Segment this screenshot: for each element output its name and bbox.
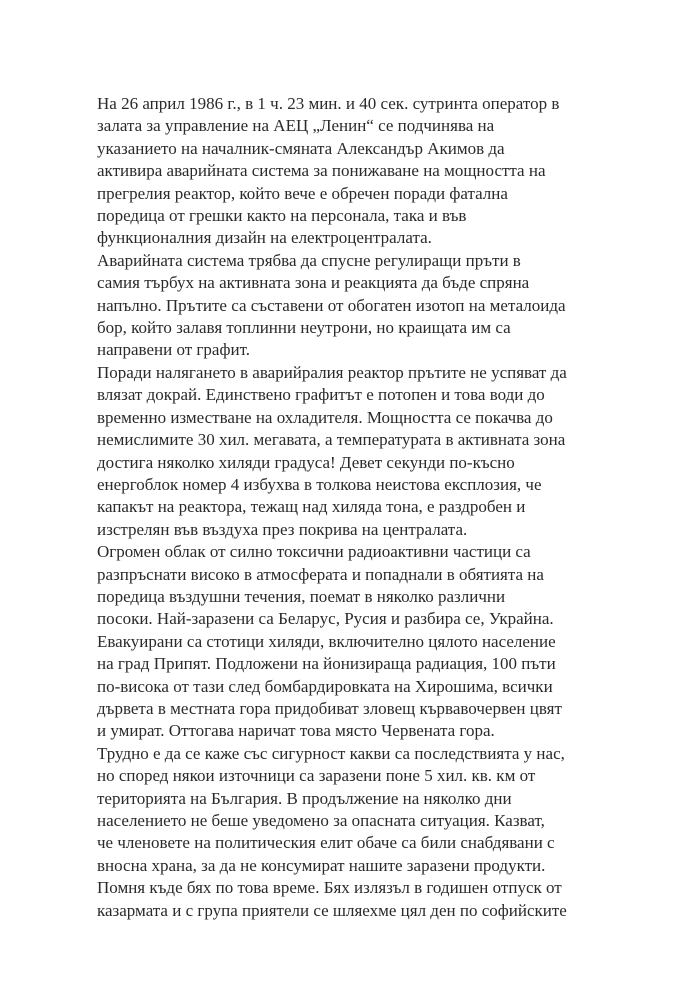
- body-text: [97, 93, 609, 922]
- text-line: населението не беше уведомено за опасната ситуация. Казват,: [97, 811, 545, 830]
- text-line: указанието на началник-смяната Александър Акимов да: [97, 138, 505, 158]
- text-line: самия търбух на активната зона и реакцията да бъде спряна: [97, 273, 530, 293]
- text-line: бор, който залавя топлинни неутрони, но краищата им са: [97, 318, 511, 338]
- text-line: Евакуирани са стотици хиляди, включително цялото население: [97, 631, 556, 651]
- text-line: немислимите 30 хил. мегавата, а температурата в активната зона: [97, 430, 566, 450]
- text-line: поредица от грешки както на персонала, така и във: [97, 206, 467, 226]
- text-line: Поради налягането в аварийралия реактор прътите не успяват да: [97, 362, 567, 382]
- text-line: на град Припят. Подложени на йонизираща радиация, 100 пъти: [97, 654, 556, 674]
- text-line: изстрелян във въздуха през покрива на централата.: [97, 519, 468, 539]
- text-line: На 26 април 1986 г., в 1 ч. 23 мин. и 40 сек. сутринта оператор в: [97, 94, 560, 113]
- text-line: поредица въздушни течения, поемат в няколко различни: [97, 586, 506, 606]
- text-line: казармата и с група приятели се шляехме цял ден по софийските: [97, 900, 567, 920]
- text-line: Аварийната система трябва да спусне регулиращи пръти в: [97, 250, 521, 270]
- text-line: достига няколко хиляди градуса! Девет секунди по-късно: [97, 452, 515, 472]
- text-line: напълно. Прътите са съставени от обогатен изотоп на металоида: [97, 295, 566, 315]
- text-line: капакът на реактора, тежащ над хиляда тона, е раздробен и: [97, 497, 526, 517]
- text-line: активира аварийната система за понижаване на мощността на: [97, 161, 546, 181]
- text-line: залата за управление на АЕЦ „Ленин“ се подчинява на: [97, 116, 495, 136]
- text-line: територията на България. В продължение на няколко дни: [97, 788, 512, 808]
- text-line: Огромен облак от силно токсични радиоактивни частици са: [97, 542, 531, 562]
- text-line: енергоблок номер 4 избухва в толкова неистова експлозия, че: [97, 474, 542, 494]
- text-line: Помня къде бях по това време. Бях излязъл в годишен отпуск от: [97, 878, 562, 898]
- text-line: Трудно е да се каже със сигурност какви са последствията у нас,: [97, 743, 565, 763]
- text-line: вносна храна, за да не консумират нашите заразени продукти.: [97, 855, 546, 875]
- text-line: посоки. Най-заразени са Беларус, Русия и разбира се, Украйна.: [97, 609, 554, 629]
- text-line: но според някои източници са заразени поне 5 хил. кв. км от: [97, 766, 536, 786]
- text-line: и умират. Оттогава наричат това място Червената гора.: [97, 721, 495, 741]
- text-line: направени от графит.: [97, 340, 250, 360]
- text-line: че членовете на политическия елит обаче са били снабдявани с: [97, 833, 555, 853]
- text-line: дървета в местната гора придобиват зловещ кървавочервен цвят: [97, 698, 562, 718]
- text-line: прегрелия реактор, който вече е обречен поради фатална: [97, 183, 508, 203]
- text-line: разпръснати високо в атмосферата и попаднали в обятията на: [97, 564, 544, 584]
- text-line: временно изместване на охладителя. Мощността се покачва до: [97, 407, 553, 427]
- text-line: по-висока от тази след бомбардировката на Хирошима, всички: [97, 676, 553, 696]
- text-line: влязат докрай. Единствено графитът е потопен и това води до: [97, 385, 545, 405]
- text-line: функционалния дизайн на електроцентралата.: [97, 228, 432, 248]
